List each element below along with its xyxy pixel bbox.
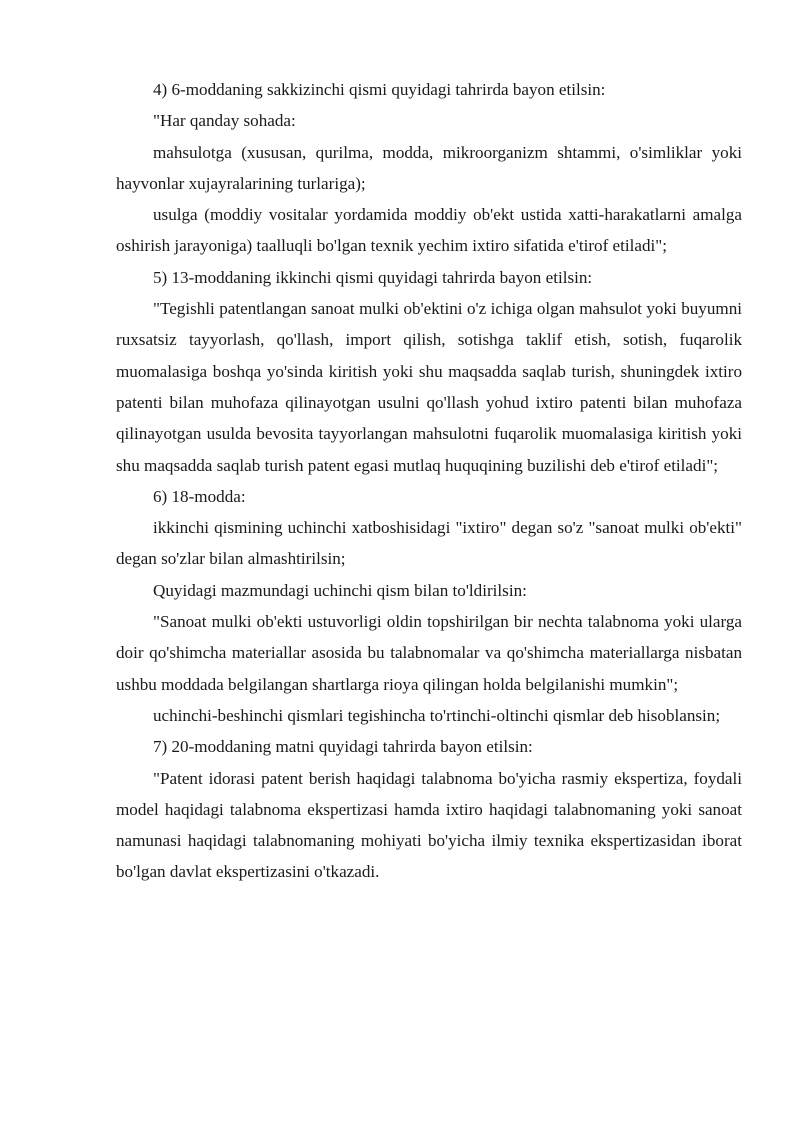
document-body — [116, 74, 742, 888]
paragraph-6: "Tegishli patentlangan sanoat mulki ob'ektini o'z ichiga olgan mahsulot yoki buyumni ruxsatsiz tayyorlash, qo'llash, import qilish, sotishga taklif etish, sotish, fuqarolik muomalasiga boshqa yo'sinda kiritish yoki shu maqsadda saqlab turish, shuningdek ixtiro patenti bilan muhofaza qilinayotgan usulni qo'llash yohud ixtiro patenti bilan muhofaza qilinayotgan usulda bevosita tayyorlangan mahsulotni fuqarolik muomalasiga kiritish yoki shu maqsadda saqlab turish patent egasi mutlaq huquqining buzilishi deb e'tirof etiladi"; — [116, 299, 742, 475]
paragraph-9: Quyidagi mazmundagi uchinchi qism bilan to'ldirilsin: — [153, 580, 527, 600]
paragraph-1: 4) 6-moddaning sakkizinchi qismi quyidagi tahrirda bayon etilsin: — [153, 80, 606, 99]
paragraph-3: mahsulotga (xususan, qurilma, modda, mikroorganizm shtammi, o'simliklar yoki hayvonlar xujayralarining turlariga); — [116, 142, 742, 193]
paragraph-5: 5) 13-moddaning ikkinchi qismi quyidagi tahrirda bayon etilsin: — [153, 267, 593, 287]
paragraph-13: "Patent idorasi patent berish haqidagi talabnoma bo'yicha rasmiy ekspertiza, foydali model haqidagi talabnoma ekspertizasi hamda ixtiro haqidagi talabnomaning yoki sanoat namunasi haqidagi talabnomaning mohiyati bo'yicha ilmiy texnika ekspertizasidan iborat bo'lgan davlat ekspertizasini o'tkazadi. — [116, 768, 742, 882]
paragraph-4: usulga (moddiy vositalar yordamida moddiy ob'ekt ustida xatti-harakatlarni amalga oshirish jarayoniga) taalluqli bo'lgan texnik yechim ixtiro sifatida e'tirof etiladi"; — [116, 205, 742, 256]
paragraph-12: 7) 20-moddaning matni quyidagi tahrirda bayon etilsin: — [153, 737, 533, 757]
paragraph-10: "Sanoat mulki ob'ekti ustuvorligi oldin topshirilgan bir nechta talabnoma yoki ularga doir qo'shimcha materiallar asosida bu talabnomalar va qo'shimcha materiallarga nisbatan ushbu moddada belgilangan shartlarga rioya qilingan holda belgilanishi mumkin"; — [116, 612, 742, 694]
paragraph-11: uchinchi-beshinchi qismlari tegishincha to'rtinchi-oltinchi qismlar deb hisoblansin; — [153, 705, 721, 725]
paragraph-7: 6) 18-modda: — [153, 486, 246, 506]
paragraph-2: "Har qanday sohada: — [153, 111, 296, 131]
paragraph-8: ikkinchi qismining uchinchi xatboshisidagi "ixtiro" degan so'z "sanoat mulki ob'ekti" degan so'zlar bilan almashtirilsin; — [116, 518, 742, 569]
